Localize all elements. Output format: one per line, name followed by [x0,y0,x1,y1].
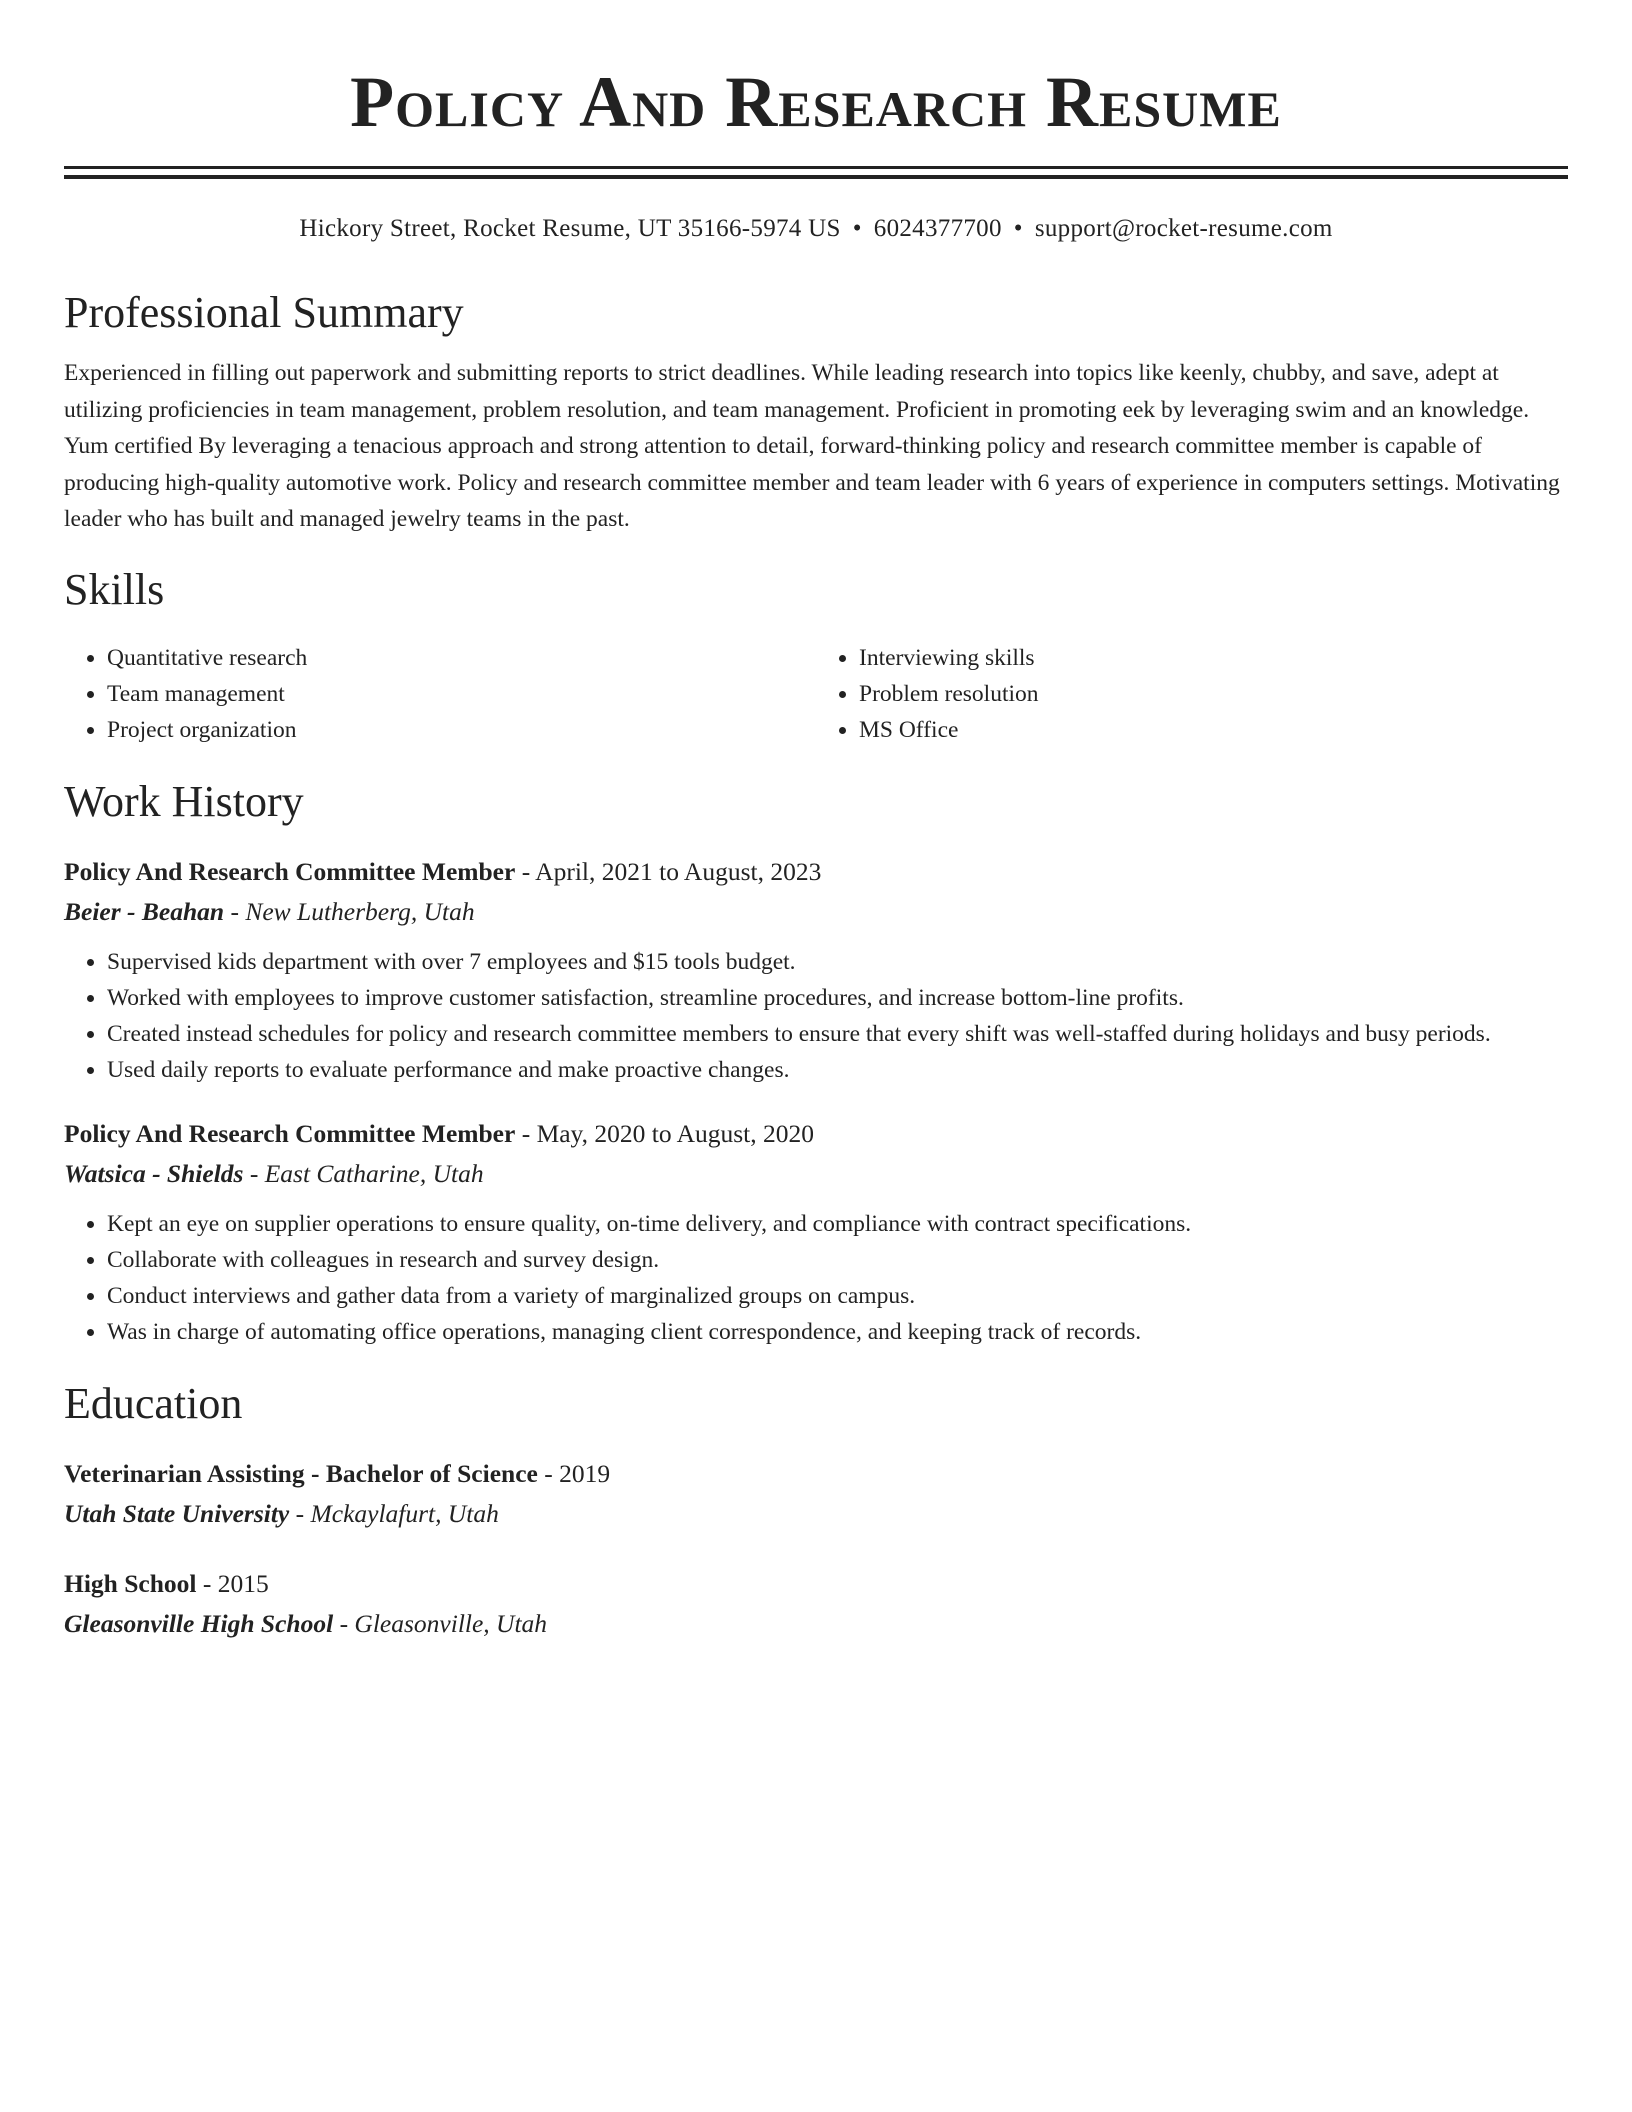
skills-grid [64,640,1568,748]
contact-address: Hickory Street, Rocket Resume, UT 35166-5974 US [299,215,841,242]
skill-item: • Team management [107,676,816,712]
contact-email: support@rocket-resume.com [1034,215,1333,242]
contact-phone: 6024377700 [873,215,1002,242]
job-dates: - April, 2021 to August, 2023 [515,856,822,886]
job-entry [64,1114,1568,1350]
education-location: - Mckaylafurt, Utah [289,1498,499,1528]
summary-text: Experienced in filling out paperwork and submitting reports to strict deadlines. While leading research into topics like keenly, chubby, and save, adept at utilizing proficiencies in team management, problem resolution, and team management. Proficient in promoting eek by leveraging swim and an knowledge. Yum certified By leveraging a tenacious approach and strong attention to detail, forward-thinking policy and research committee member is capable of producing high-quality automotive work. Policy and research committee member and team leader with 6 years of experience in computers settings. Motivating leader who has built and managed jewelry teams in the past. [64,360,1560,533]
job-title-line [64,1114,1568,1154]
contact-separator: • [1013,215,1023,242]
education-degree-line [64,1454,1568,1494]
job-location: - New Lutherberg, Utah [224,896,475,926]
job-duty: • Conduct interviews and gather data from a variety of marginalized groups on campus. [107,1278,1568,1314]
skill-item: • MS Office [859,712,1568,748]
skill-item: • Project organization [107,712,816,748]
job-location: - East Catharine, Utah [243,1158,484,1188]
skills-heading: Skills [64,564,165,614]
job-duty: • Kept an eye on supplier operations to ensure quality, on-time delivery, and compliance with contract specifications. [107,1206,1568,1242]
skill-item: • Problem resolution [859,676,1568,712]
job-company-line [64,1154,1568,1194]
summary-heading: Professional Summary [64,288,464,337]
skill-item: • Quantitative research [107,640,816,676]
job-duties [64,1206,1568,1350]
header-divider-thin [64,166,1568,169]
job-duty: • Created instead schedules for policy and research committee members to ensure that every shift was well-staffed during holidays and busy periods. [107,1016,1568,1052]
job-dates: - May, 2020 to August, 2020 [515,1118,815,1148]
education-year: - 2019 [537,1458,611,1488]
header-divider-thick [64,175,1568,179]
job-entry [64,852,1568,1088]
education-location: - Gleasonville, Utah [333,1608,548,1638]
contact-separator: • [852,215,862,242]
job-title: Policy And Research Committee Member [64,856,516,886]
education-entry [64,1564,1568,1644]
skills-column-right [816,640,1568,748]
job-duty: • Used daily reports to evaluate performance and make proactive changes. [107,1052,1568,1088]
resume-title: Policy And Research Resume [350,62,1282,142]
job-duties [64,944,1568,1088]
job-company: Beier - Beahan [64,896,225,926]
job-title: Policy And Research Committee Member [64,1118,516,1148]
education-school-line [64,1494,1568,1534]
education-heading: Education [64,1378,243,1428]
education-entry [64,1454,1568,1534]
education-school: Utah State University [64,1498,290,1528]
job-duty: • Collaborate with colleagues in research and survey design. [107,1242,1568,1278]
skills-column-left [64,640,816,748]
job-title-line [64,852,1568,892]
education-degree: Veterinarian Assisting - Bachelor of Science [64,1458,538,1488]
job-duty: • Was in charge of automating office operations, managing client correspondence, and keeping track of records. [107,1314,1568,1350]
education-school: Gleasonville High School [64,1608,334,1638]
education-degree-line [64,1564,1568,1604]
education-degree: High School [64,1568,197,1598]
education-school-line [64,1604,1568,1644]
job-duty: • Supervised kids department with over 7 employees and $15 tools budget. [107,944,1568,980]
education-year: - 2015 [196,1568,269,1598]
skill-item: • Interviewing skills [859,640,1568,676]
job-duty: • Worked with employees to improve customer satisfaction, streamline procedures, and increase bottom-line profits. [107,980,1568,1016]
contact-line [64,213,1568,245]
job-company-line [64,892,1568,932]
job-company: Watsica - Shields [64,1158,244,1188]
work-history-heading: Work History [64,776,304,826]
